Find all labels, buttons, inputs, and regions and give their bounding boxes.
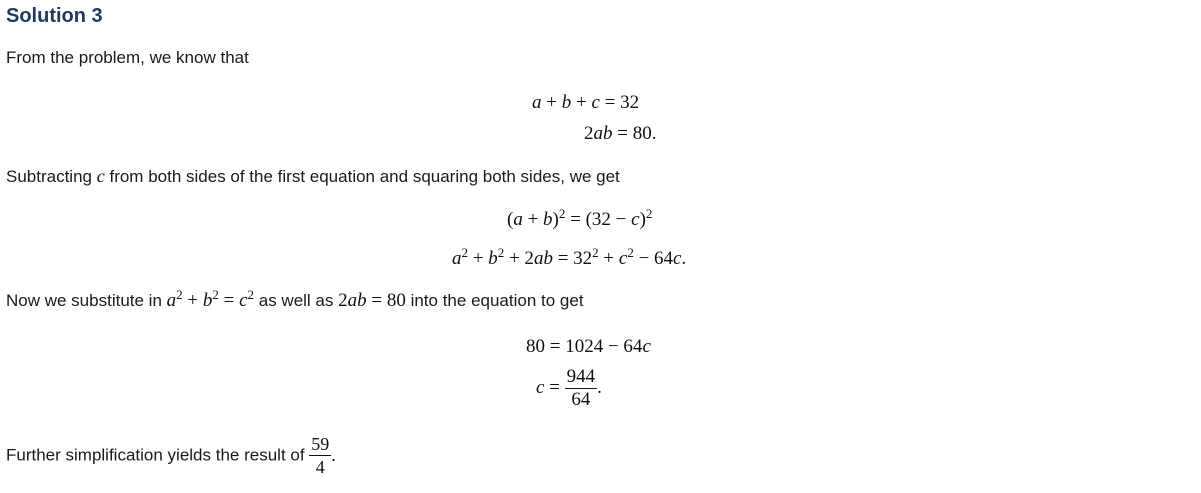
result-numerator: 59 <box>311 434 330 454</box>
step3-text <box>6 287 584 312</box>
result-period: . <box>331 445 336 465</box>
conclusion-text <box>6 433 336 478</box>
c-fraction <box>565 366 598 411</box>
equation-squared: $(a + b)^2 = (32 - c)^2$ <box>507 206 653 230</box>
equation-product: 2ab = 80. <box>584 123 657 144</box>
solution-heading: Solution 3 <box>6 5 103 27</box>
step2-variable: c <box>96 166 105 186</box>
equation-sum: a + b + c = 32 <box>532 92 640 113</box>
step3-text-middle: as well as <box>258 291 334 310</box>
step2-text <box>6 166 620 187</box>
c-period: . <box>597 376 602 398</box>
equation-expanded: $a^2 + b^2 + 2ab = 32^2 + c^2 - 64c$. <box>452 245 687 269</box>
equation-c-value: c = $\frac{944}{64}$ . <box>536 366 602 410</box>
equation-substituted: 80 = 1024 − 64c <box>526 336 651 357</box>
step2-text-before: Subtracting <box>6 167 92 186</box>
step3-text-before: Now we substitute in <box>6 291 162 310</box>
c-fraction-denominator: 64 <box>571 389 591 410</box>
step3-expression-pythagorean: $a^2 + b^2 = c^2$ <box>166 287 255 311</box>
step2-text-after: from both sides of the first equation and squaring both sides, we get <box>109 167 620 186</box>
result-fraction <box>309 433 331 478</box>
c-fraction-numerator: 944 <box>566 366 596 387</box>
conclusion-label: Further simplification yields the result of <box>6 445 305 465</box>
intro-text: From the problem, we know that <box>6 48 249 67</box>
step3-expression-product: 2ab = 80 <box>338 290 406 311</box>
c-lhs: c <box>536 376 545 398</box>
step3-text-after: into the equation to get <box>410 291 584 310</box>
result-denominator: 4 <box>315 457 325 477</box>
